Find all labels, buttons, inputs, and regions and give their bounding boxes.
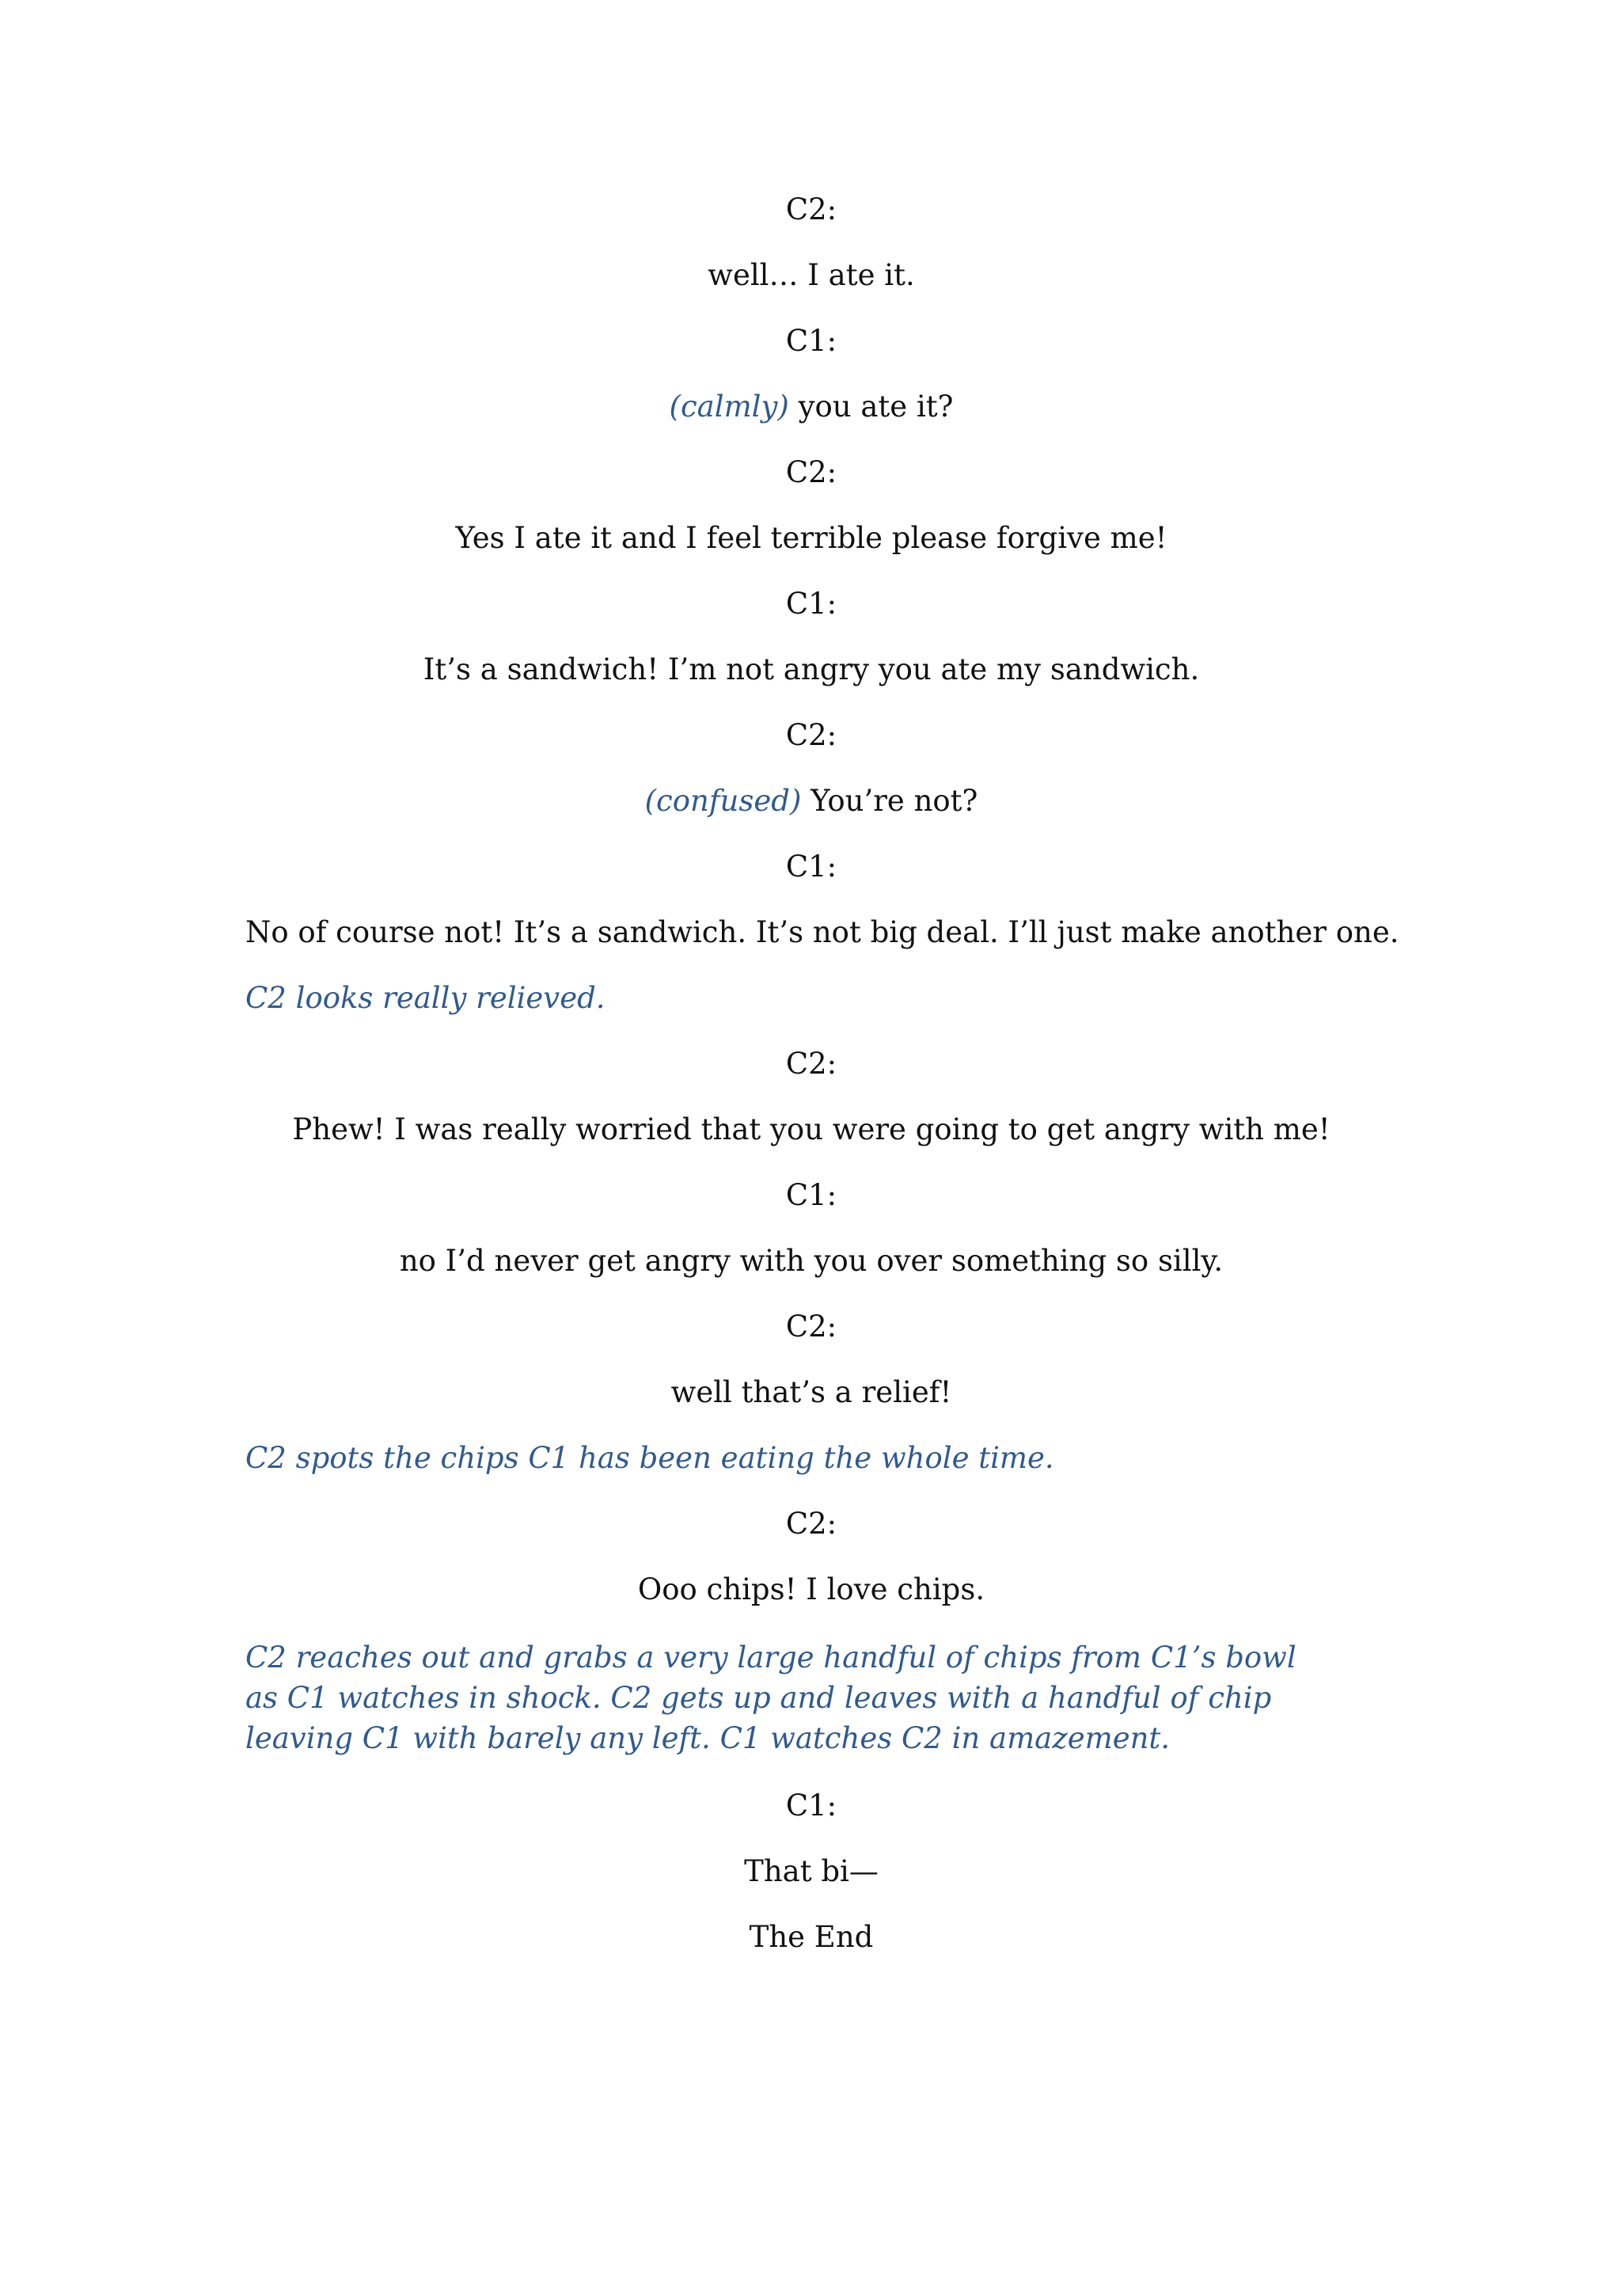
dialogue-text: you ate it? bbox=[788, 390, 954, 424]
stage-direction: C2 looks really relieved. bbox=[245, 981, 606, 1015]
speaker-label: C2: bbox=[785, 718, 837, 752]
speaker-label: C2: bbox=[785, 192, 837, 226]
dialogue-line bbox=[245, 783, 1377, 819]
speaker-label: C1: bbox=[785, 850, 837, 884]
script-body bbox=[245, 192, 1399, 1985]
stage-direction: C2 spots the chips C1 has been eating the whole time. bbox=[245, 1441, 1054, 1475]
dialogue-line: No of course not! It’s a sandwich. It’s not big deal. I’ll just make another one. bbox=[245, 915, 1399, 949]
stage-direction: C2 reaches out and grabs a very large handful of chips from C1’s bowl as C1 watches in shock. C2 gets up and leaves with a handful of chip leaving C1 with barely any left. C1 watches C2 in amazement. bbox=[245, 1640, 1296, 1755]
speaker-label: C2: bbox=[785, 455, 837, 489]
dialogue-line: That bi— bbox=[744, 1854, 879, 1888]
speaker-label: C2: bbox=[785, 1310, 837, 1344]
end-marker: The End bbox=[749, 1920, 874, 1954]
speaker-label: C1: bbox=[785, 587, 837, 621]
dialogue-line: well… I ate it. bbox=[708, 258, 915, 292]
speaker-label: C2: bbox=[785, 1507, 837, 1541]
dialogue-line: Yes I ate it and I feel terrible please forgive me! bbox=[455, 521, 1167, 555]
parenthetical: (confused) bbox=[644, 784, 802, 818]
speaker-label: C1: bbox=[785, 1178, 837, 1212]
speaker-label: C1: bbox=[785, 1789, 837, 1823]
speaker-label: C1: bbox=[785, 324, 837, 358]
dialogue-line: It’s a sandwich! I’m not angry you ate my sandwich. bbox=[423, 652, 1200, 686]
dialogue-text: You’re not? bbox=[801, 784, 978, 818]
dialogue-line: no I’d never get angry with you over something so silly. bbox=[399, 1244, 1224, 1278]
dialogue-line: Phew! I was really worried that you were going to get angry with me! bbox=[292, 1112, 1331, 1146]
dialogue-line bbox=[245, 389, 1377, 425]
dialogue-line: Ooo chips! I love chips. bbox=[637, 1572, 985, 1606]
dialogue-line: well that’s a relief! bbox=[670, 1375, 952, 1409]
speaker-label: C2: bbox=[785, 1047, 837, 1081]
parenthetical: (calmly) bbox=[669, 390, 789, 424]
